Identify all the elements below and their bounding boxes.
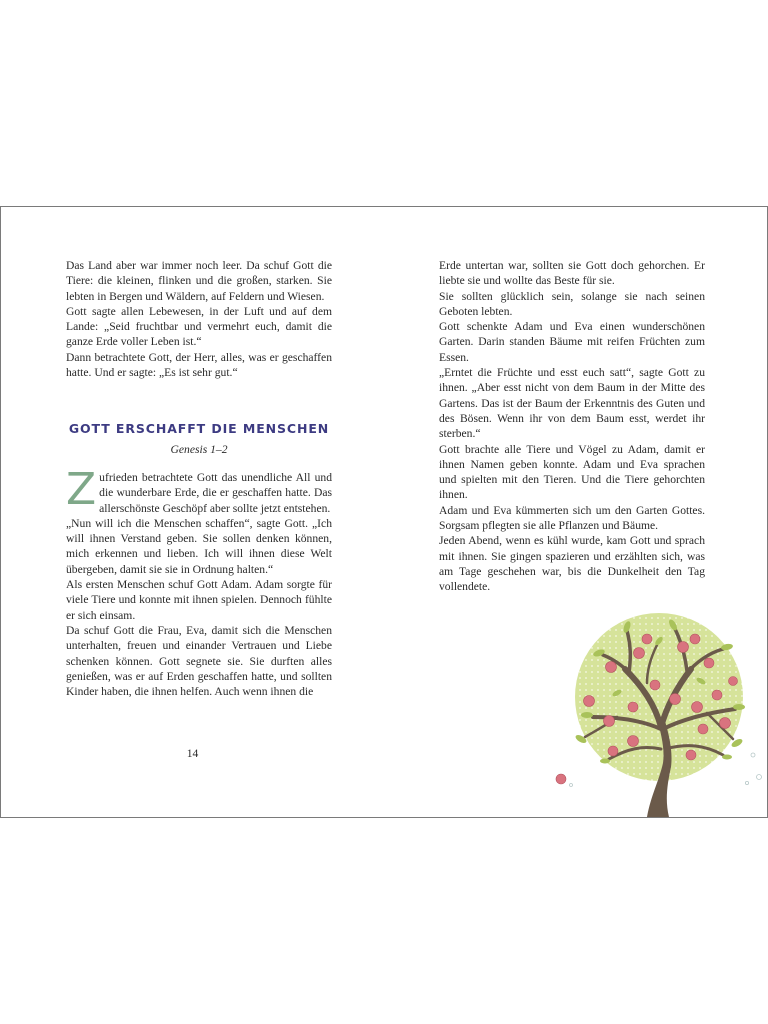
right-page (384, 207, 767, 817)
first-paragraph-text: ufrieden betrachtete Gott das unendliche All und die wunderbare Erde, die er geschaffen hatte. Das allerschönste Geschöpf aber sollte jetzt entstehen. (99, 471, 332, 515)
paragraph: Jeden Abend, wenn es kühl wurde, kam Gott und sprach mit ihnen. Sie gingen spazieren und erzählten sich, was am Tage geschehen war, bis die Dunkelheit den Tag vollendete. (439, 534, 705, 594)
paragraph: Dann betrachtete Gott, der Herr, alles, was er geschaffen hatte. Und er sagte: „Es ist sehr gut.“ (66, 350, 332, 380)
book-spread (0, 206, 768, 818)
chapter-heading: GOTT ERSCHAFFT DIE MENSCHEN (68, 421, 330, 436)
paragraph: Gott brachte alle Tiere und Vögel zu Adam, damit er ihnen Namen geben konnte. Adam und Eva sprachen und spielten mit den Tieren. Und die Tiere gehorchten ihnen. (439, 442, 705, 502)
paragraph: Gott schenkte Adam und Eva einen wunderschönen Garten. Darin standen Bäume mit reifen Früchten zum Essen. (439, 320, 705, 364)
paragraph: „Nun will ich die Menschen schaffen“, sagte Gott. „Ich will ihnen Verstand geben. Sie sollen denken können, mich erkennen und lieben. Ich will ihnen diese Welt übergeben, damit sie sie in Ordnung halten.“ (66, 516, 332, 576)
continued-text (439, 258, 705, 595)
paragraph: Gott sagte allen Lebewesen, in der Luft und auf dem Lande: „Seid fruchtbar und vermehrt euch, damit die ganze Erde voller Leben ist.“ (66, 304, 332, 349)
intro-text (66, 258, 332, 380)
paragraph: „Erntet die Früchte und esst euch satt“, sagte Gott zu ihnen. „Aber esst nicht von dem Baum in der Mitte des Gartens. Das ist der Baum der Erkenntnis des Guten und des Bösen. Wenn ihr von dem Baum esst, werdet ihr sterben.“ (439, 366, 705, 441)
paragraph: Erde untertan war, sollten sie Gott doch gehorchen. Er liebte sie und wollte das Beste für sie. (439, 259, 705, 288)
first-paragraph (66, 464, 332, 516)
paragraph: Da schuf Gott die Frau, Eva, damit sich die Menschen unterhalten, freuen und einander Vertrauen und Liebe schenken können. Gott segnete sie. Sie durften alles genießen, was er auf Erden geschaffen hatte, und sollten Kinder haben, die ihnen helfen. Auch wenn ihnen die (66, 623, 332, 699)
paragraph: Das Land aber war immer noch leer. Da schuf Gott die Tiere: die kleinen, flinken und die großen, starken. Sie lebten in Bergen und Wäldern, auf Feldern und Wiesen. (66, 259, 332, 303)
page-number: 14 (186, 747, 199, 760)
chapter-reference: Genesis 1–2 (170, 443, 228, 456)
paragraph: Adam und Eva kümmerten sich um den Garten Gottes. Sorgsam pflegten sie alle Pflanzen und Bäume. (439, 503, 705, 533)
left-page (1, 207, 384, 817)
drop-cap: Z (66, 464, 97, 515)
paragraph: Sie sollten glücklich sein, solange sie nach seinen Geboten lebten. (439, 289, 705, 318)
chapter-text (66, 464, 332, 699)
apple-tree-illustration (547, 609, 767, 817)
paragraph: Als ersten Menschen schuf Gott Adam. Adam sorgte für viele Tiere und konnte mit ihnen spielen. Dennoch fühlte er sich einsam. (66, 578, 332, 622)
